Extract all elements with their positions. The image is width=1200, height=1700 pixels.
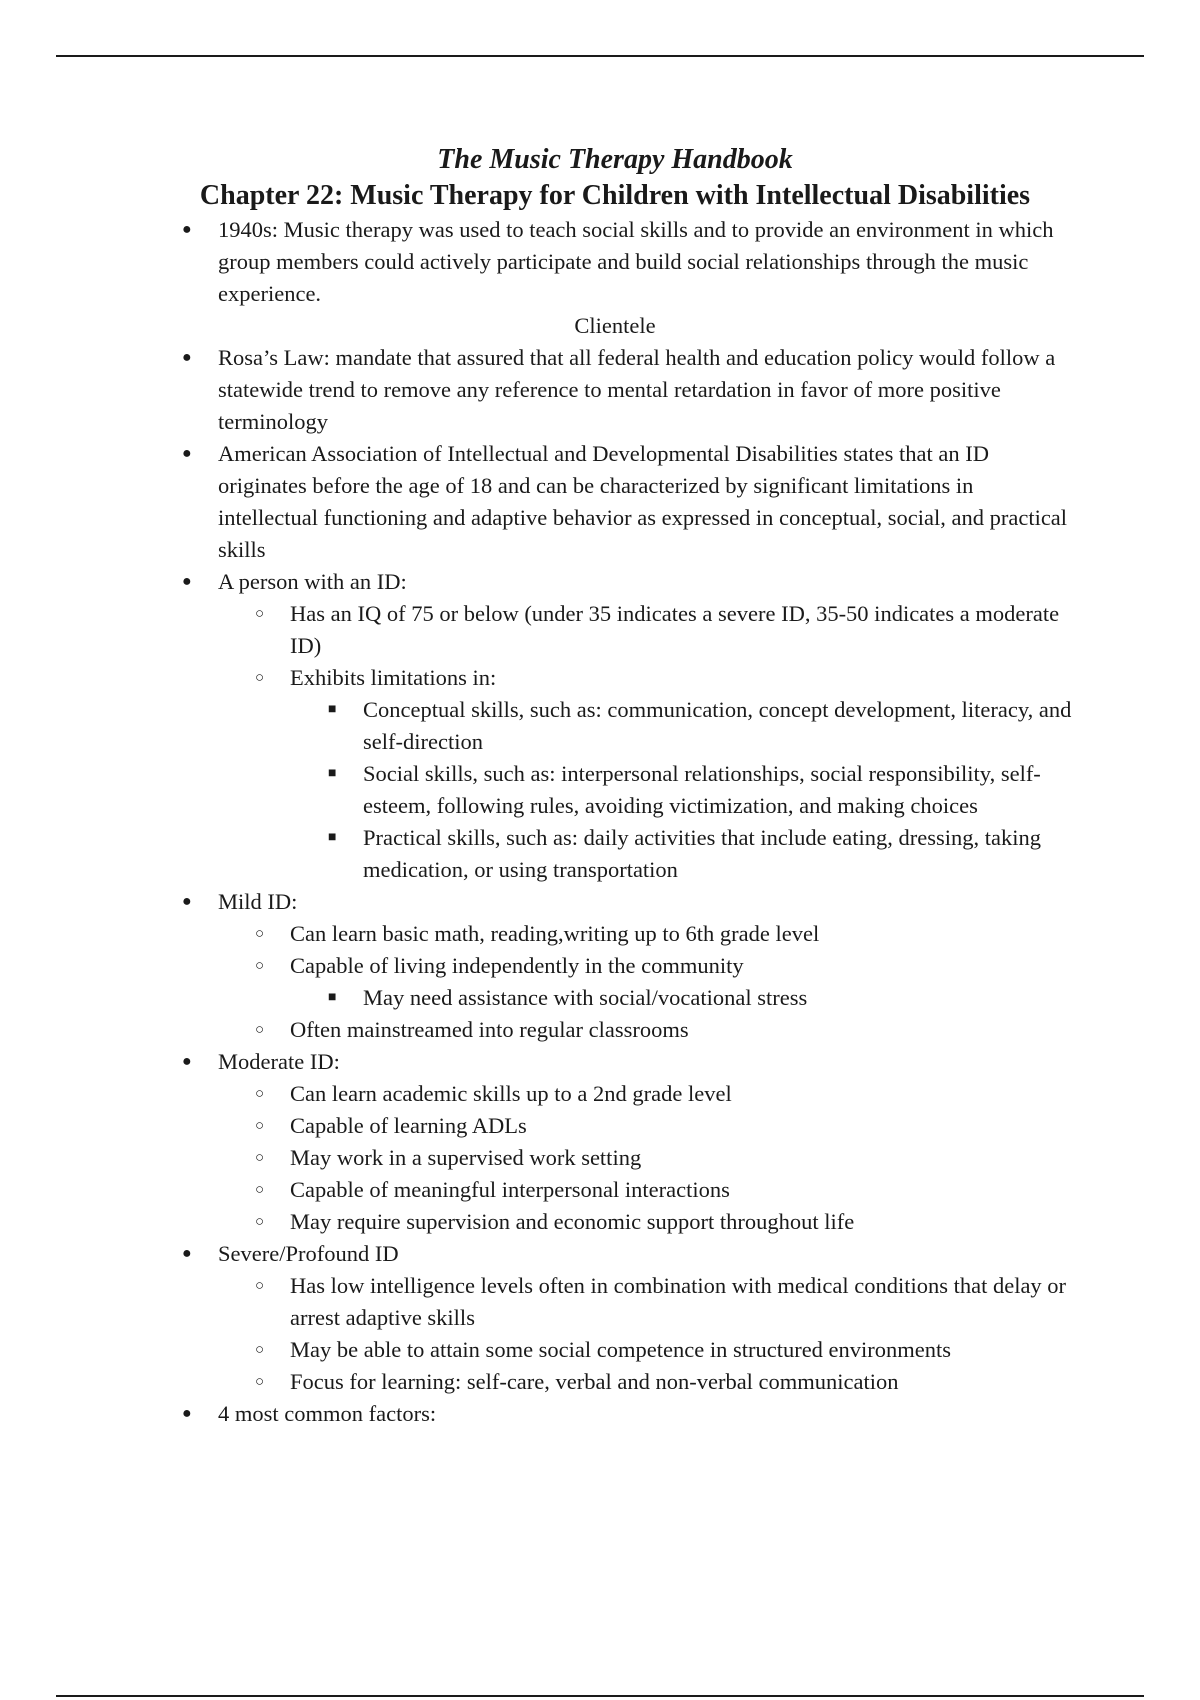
item-text: Practical skills, such as: daily activities that include eating, dressing, taking medication, or using transportation [363, 825, 1041, 882]
list-item [328, 982, 1103, 1014]
list-item [182, 214, 1078, 310]
list-item [182, 342, 1078, 438]
book-title: The Music Therapy Handbook [437, 144, 793, 175]
list-item [182, 566, 1078, 598]
circle-bullet-icon: ○ [255, 1278, 265, 1294]
circle-bullet-icon: ○ [255, 1374, 265, 1390]
item-text: Moderate ID: [218, 1049, 340, 1074]
list-item [182, 1238, 1078, 1270]
item-text: May need assistance with social/vocational stress [363, 985, 808, 1010]
list-item [328, 822, 1103, 886]
item-text: Capable of living independently in the community [290, 953, 744, 978]
item-text: May be able to attain some social competence in structured environments [290, 1337, 952, 1362]
list-item [182, 1398, 1078, 1430]
list-item [182, 886, 1078, 918]
item-text: Can learn academic skills up to a 2nd grade level [290, 1081, 732, 1106]
bullet-icon: ● [182, 221, 192, 238]
list-item [255, 1206, 1090, 1238]
circle-bullet-icon: ○ [255, 926, 265, 942]
list-item [255, 598, 1090, 662]
circle-bullet-icon: ○ [255, 606, 265, 622]
list-item [255, 918, 1090, 950]
list-item [255, 950, 1090, 982]
list-item [328, 758, 1103, 822]
bottom-rule [56, 1695, 1144, 1697]
circle-bullet-icon: ○ [255, 1086, 265, 1102]
chapter-title: Chapter 22: Music Therapy for Children with Intellectual Disabilities [199, 180, 1031, 211]
list-item [255, 1174, 1090, 1206]
circle-bullet-icon: ○ [255, 1150, 265, 1166]
list-item [255, 1110, 1090, 1142]
item-text: A person with an ID: [218, 569, 407, 594]
item-text: Exhibits limitations in: [290, 665, 497, 690]
item-text: Capable of learning ADLs [290, 1113, 527, 1138]
bullet-icon: ● [182, 1405, 192, 1422]
list-item [255, 1014, 1090, 1046]
item-text: 1940s: Music therapy was used to teach social skills and to provide an environment in which group members could actively participate and build social relationships through the music experience. [218, 217, 1054, 306]
item-text: Mild ID: [218, 889, 298, 914]
square-bullet-icon: ■ [328, 766, 337, 781]
item-text: May require supervision and economic support throughout life [290, 1209, 855, 1234]
clientele-list [0, 342, 1200, 1430]
item-text: Has an IQ of 75 or below (under 35 indicates a severe ID, 35-50 indicates a moderate ID) [290, 601, 1060, 658]
circle-bullet-icon: ○ [255, 1214, 265, 1230]
item-text: Can learn basic math, reading,writing up to 6th grade level [290, 921, 820, 946]
bullet-icon: ● [182, 445, 192, 462]
circle-bullet-icon: ○ [255, 1182, 265, 1198]
list-item [255, 1270, 1090, 1334]
item-text: Social skills, such as: interpersonal relationships, social responsibility, self-esteem, following rules, avoiding victimization, and making choices [363, 761, 1041, 818]
square-bullet-icon: ■ [328, 702, 337, 717]
list-item [255, 662, 1090, 694]
list-item [255, 1078, 1090, 1110]
item-text: Severe/Profound ID [218, 1241, 399, 1266]
list-item [255, 1334, 1090, 1366]
bullet-icon: ● [182, 1053, 192, 1070]
circle-bullet-icon: ○ [255, 1022, 265, 1038]
item-text: Rosa’s Law: mandate that assured that all federal health and education policy would follow a statewide trend to remove any reference to mental retardation in favor of more positive terminology [218, 345, 1056, 434]
intro-list [0, 214, 1200, 310]
circle-bullet-icon: ○ [255, 670, 265, 686]
item-text: May work in a supervised work setting [290, 1145, 642, 1170]
list-item [255, 1142, 1090, 1174]
square-bullet-icon: ■ [328, 830, 337, 845]
list-item [182, 438, 1078, 566]
square-bullet-icon: ■ [328, 990, 337, 1005]
circle-bullet-icon: ○ [255, 958, 265, 974]
top-rule [56, 55, 1144, 57]
bullet-icon: ● [182, 893, 192, 910]
item-text: 4 most common factors: [218, 1401, 437, 1426]
item-text: Conceptual skills, such as: communication, concept development, literacy, and self-direction [363, 697, 1072, 754]
list-item [328, 694, 1103, 758]
item-text: Often mainstreamed into regular classrooms [290, 1017, 689, 1042]
circle-bullet-icon: ○ [255, 1342, 265, 1358]
section-heading: Clientele [574, 313, 656, 338]
item-text: Focus for learning: self-care, verbal and non-verbal communication [290, 1369, 899, 1394]
bullet-icon: ● [182, 349, 192, 366]
item-text: American Association of Intellectual and Developmental Disabilities states that an ID originates before the age of 18 and can be characterized by significant limitations in intellectual functioning and adaptive behavior as expressed in conceptual, social, and practical skills [218, 441, 1068, 562]
list-item [255, 1366, 1090, 1398]
circle-bullet-icon: ○ [255, 1118, 265, 1134]
item-text: Capable of meaningful interpersonal interactions [290, 1177, 730, 1202]
item-text: Has low intelligence levels often in combination with medical conditions that delay or arrest adaptive skills [290, 1273, 1067, 1330]
document-page [0, 142, 1200, 1430]
list-item [182, 1046, 1078, 1078]
bullet-icon: ● [182, 1245, 192, 1262]
bullet-icon: ● [182, 573, 192, 590]
